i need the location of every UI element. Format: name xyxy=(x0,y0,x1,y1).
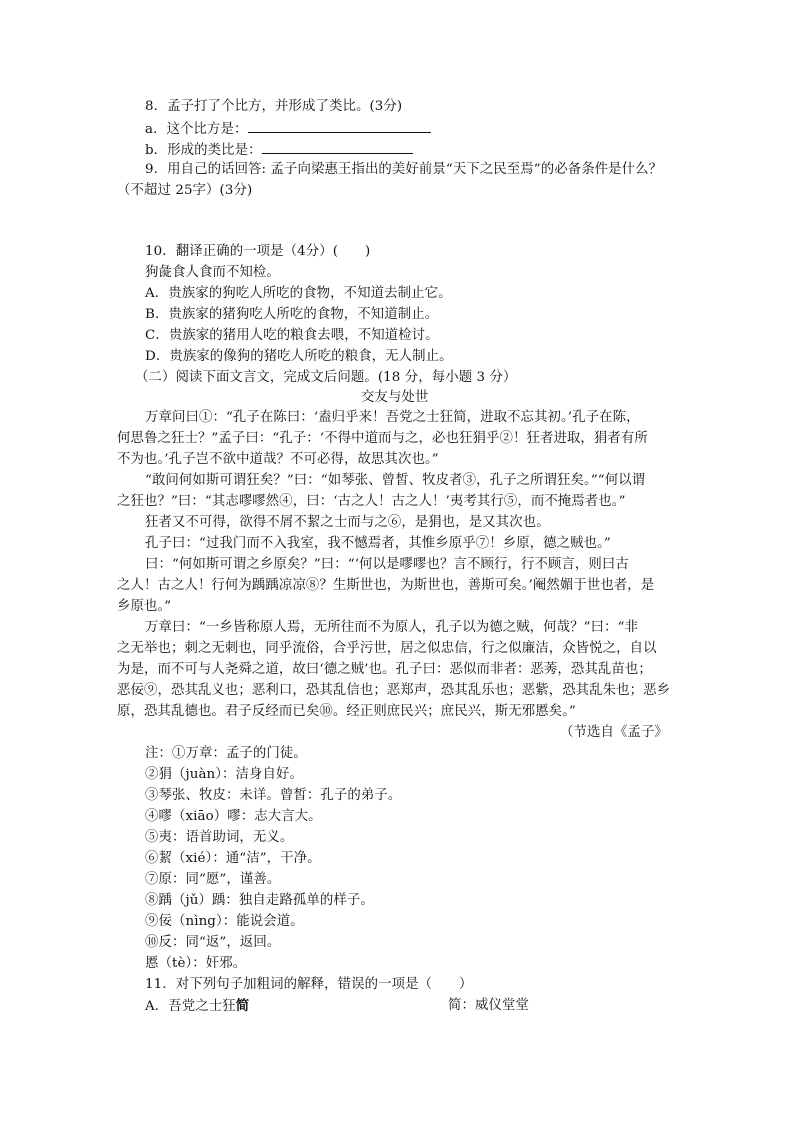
q8-b-label: b．形成的类比是： xyxy=(145,143,262,158)
q10-option-b: B．贵族家的猪狗吃人所吃的食物，不知道制止。 xyxy=(145,307,439,322)
passage-line: 何思鲁之狂士？”孟子曰：“孔子：‘不得中道而与之，必也狂狷乎②！狂者进取，狷者有所 xyxy=(117,431,648,446)
passage-line: 为是，而不可与人尧舜之道，故曰‘德之贼’也。孔子曰：恶似而非者：恶莠，恐其乱苗也； xyxy=(117,662,652,677)
note-item: 注：①万章：孟子的门徒。 xyxy=(145,746,307,761)
note-item: ③琴张、牧皮：未详。曾皙：孔子的弟子。 xyxy=(145,788,402,803)
q11-stem: 11．对下列句子加粗词的解释，错误的一项是（ ） xyxy=(145,977,473,992)
note-item: ⑦原：同“愿”，谨善。 xyxy=(145,872,281,887)
q9-line2: （不超过 25字）(3分) xyxy=(117,183,253,198)
q9-line1: 9．用自己的话回答: 孟子向梁惠王指出的美好前景“天下之民至焉”的必备条件是什么？ xyxy=(145,162,663,177)
section2-heading: （二）阅读下面文言文，完成文后问题。(18 分，每小题 3 分） xyxy=(135,370,517,385)
passage-line: 曰：“何如斯可谓之乡原矣？”曰：“‘何以是嘐嘐也？言不顾行，行不顾言，则曰古 xyxy=(145,557,629,572)
q8-a-line xyxy=(145,118,431,140)
passage-line: 万章问曰①：“孔子在陈曰：‘盍归乎来！吾党之士狂简，进取不忘其初。’孔子在陈， xyxy=(145,410,640,425)
q8-stem: 8．孟子打了个比方，并形成了类比。(3分) xyxy=(145,99,403,114)
q10-stem: 10．翻译正确的一项是（4分）( ) xyxy=(145,244,371,259)
passage-line: “敢问何如斯可谓狂矣？”曰：“如琴张、曾皙、牧皮者③，孔子之所谓狂矣。”“何以谓 xyxy=(145,473,646,488)
q11-option-a-explanation: 简：威仪堂堂 xyxy=(448,998,529,1013)
passage-line: 不为也。’孔子岂不欲中道哉？不可必得，故思其次也。” xyxy=(117,452,439,467)
q8-b-line xyxy=(145,139,413,161)
q10-option-d: D．贵族家的像狗的猪吃人所吃的粮食，无人制止。 xyxy=(145,349,453,364)
q11-option-a-bold-word: 简 xyxy=(235,998,250,1014)
q8-b-answer-blank[interactable] xyxy=(262,139,413,154)
note-item: ⑨佞（nìng）：能说会道。 xyxy=(145,914,304,929)
note-item: ②狷（juàn）：洁身自好。 xyxy=(145,767,303,782)
note-item: ⑧踽（jǔ）踽：独自走路孤单的样子。 xyxy=(145,893,374,908)
passage-line: 孔子曰：“过我门而不入我室，我不憾焉者，其惟乡原乎⑦！乡原，德之贼也。” xyxy=(145,536,611,551)
note-item: 慝（tè）：奸邪。 xyxy=(145,956,247,971)
passage-source: （节选自《孟子》 xyxy=(560,725,668,740)
q10-option-c: C．贵族家的猪用人吃的粮食去喂，不知道检讨。 xyxy=(145,328,439,343)
q11-option-a-text: A．吾党之士狂 xyxy=(145,999,236,1014)
q8-a-label: a．这个比方是： xyxy=(145,122,248,137)
passage-line: 原，恐其乱德也。君子反经而已矣⑩。经正则庶民兴；庶民兴，斯无邪慝矣。” xyxy=(117,704,576,719)
q10-option-a: A．贵族家的狗吃人所吃的食物，不知道去制止它。 xyxy=(145,286,452,301)
passage-line: 之无举也；刺之无刺也，同乎流俗，合乎污世，居之似忠信，行之似廉洁，众皆悦之，自以 xyxy=(117,641,657,656)
passage-line: 之狂也？”曰：“其志嘐嘐然④，曰：‘古之人！古之人！’夷考其行⑤，而不掩焉者也。” xyxy=(117,494,626,509)
passage-line: 乡原也。” xyxy=(117,599,172,614)
q8-a-answer-blank[interactable] xyxy=(248,118,431,133)
note-item: ⑩反：同“返”，返回。 xyxy=(145,935,281,950)
passage-line: 万章曰：“一乡皆称原人焉，无所往而不为原人，孔子以为德之贼，何哉？”曰：“非 xyxy=(145,620,639,635)
passage-line: 恶佞⑨，恐其乱义也；恶利口，恐其乱信也；恶郑声，恐其乱乐也；恶紫，恐其乱朱也；恶乡 xyxy=(117,683,671,698)
q11-option-a xyxy=(145,996,249,1017)
note-item: ⑤夷：语首助词，无义。 xyxy=(145,830,294,845)
note-item: ⑥絜（xié）：通“洁”，干净。 xyxy=(145,851,321,866)
passage-line: 狂者又不可得，欲得不屑不絜之士而与之⑥，是狷也，是又其次也。 xyxy=(145,515,550,530)
passage-line: 之人！古之人！行何为踽踽凉凉⑧？生斯世也，为斯世也，善斯可矣。’阉然媚于世也者，是 xyxy=(117,578,655,593)
q10-sentence: 狗彘食人食而不知检。 xyxy=(145,265,280,280)
passage-title: 交友与处世 xyxy=(361,390,429,405)
note-item: ④嘐（xiāo）嘐：志大言大。 xyxy=(145,809,322,824)
